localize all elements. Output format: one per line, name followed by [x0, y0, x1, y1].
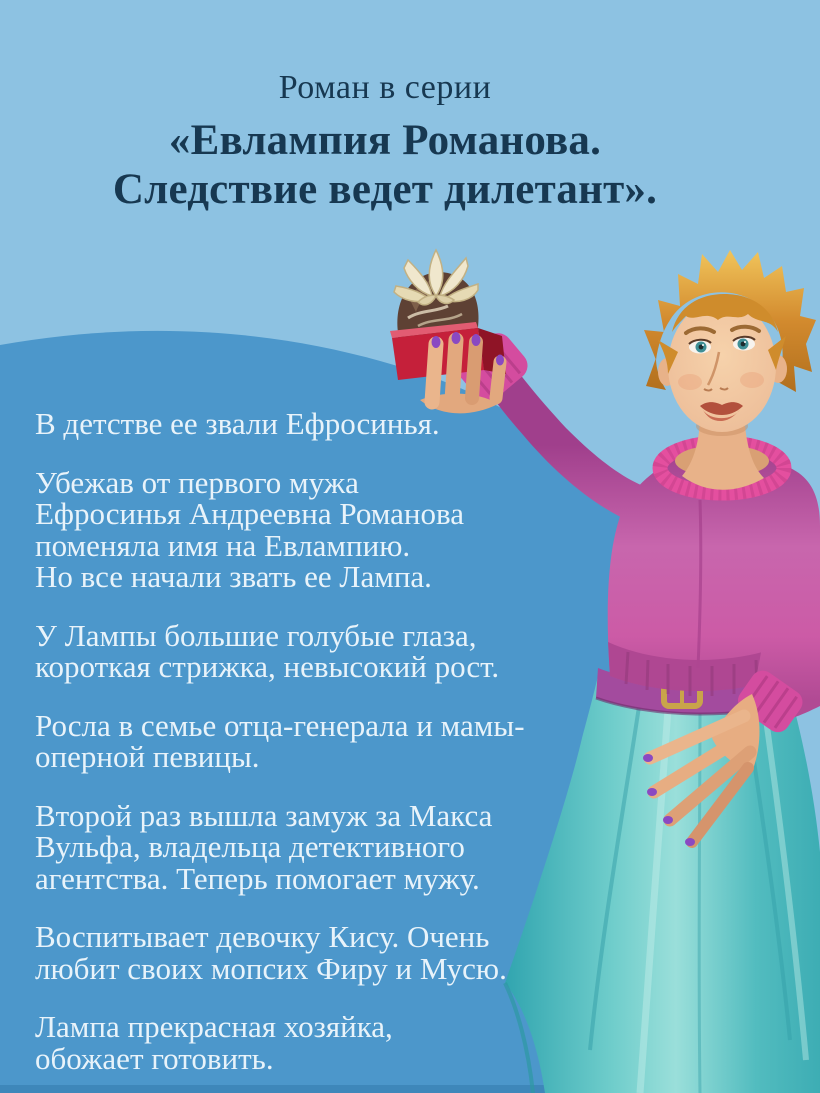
bio-paragraph: Росла в семье отца-генерала и мамы- оперной певицы. — [35, 707, 525, 774]
face — [658, 294, 787, 432]
bio-paragraph: У Лампы большие голубые глаза, короткая стрижка, невысокий рост. — [35, 617, 500, 684]
series-title-line1: «Евлампия Романова. — [168, 117, 602, 164]
header — [0, 68, 770, 214]
series-title-line2: Следствие ведет дилетант». — [112, 166, 658, 213]
bio-paragraph: Лампа прекрасная хозяйка, обожает готовить. — [35, 1009, 393, 1076]
cream-flower — [394, 250, 478, 305]
series-title — [0, 116, 770, 214]
cheek-blush — [678, 374, 702, 390]
bio-paragraph: В детстве ее звали Ефросинья. — [35, 406, 440, 441]
bio-paragraph: Воспитывает девочку Кису. Очень любит своих мопсих Фиру и Мусю. — [35, 919, 507, 986]
series-label: Роман в серии — [278, 69, 492, 106]
nail — [432, 336, 441, 348]
bio-text — [35, 408, 575, 1093]
bio-paragraph: Второй раз вышла замуж за Макса Вульфа, владельца детективного агентства. Теперь помогает мужу. — [35, 797, 493, 896]
bio-paragraph: Убежав от первого мужа Ефросинья Андреевна Романова поменяла имя на Евлампию. Но все начали звать ее Лампа. — [35, 464, 465, 594]
